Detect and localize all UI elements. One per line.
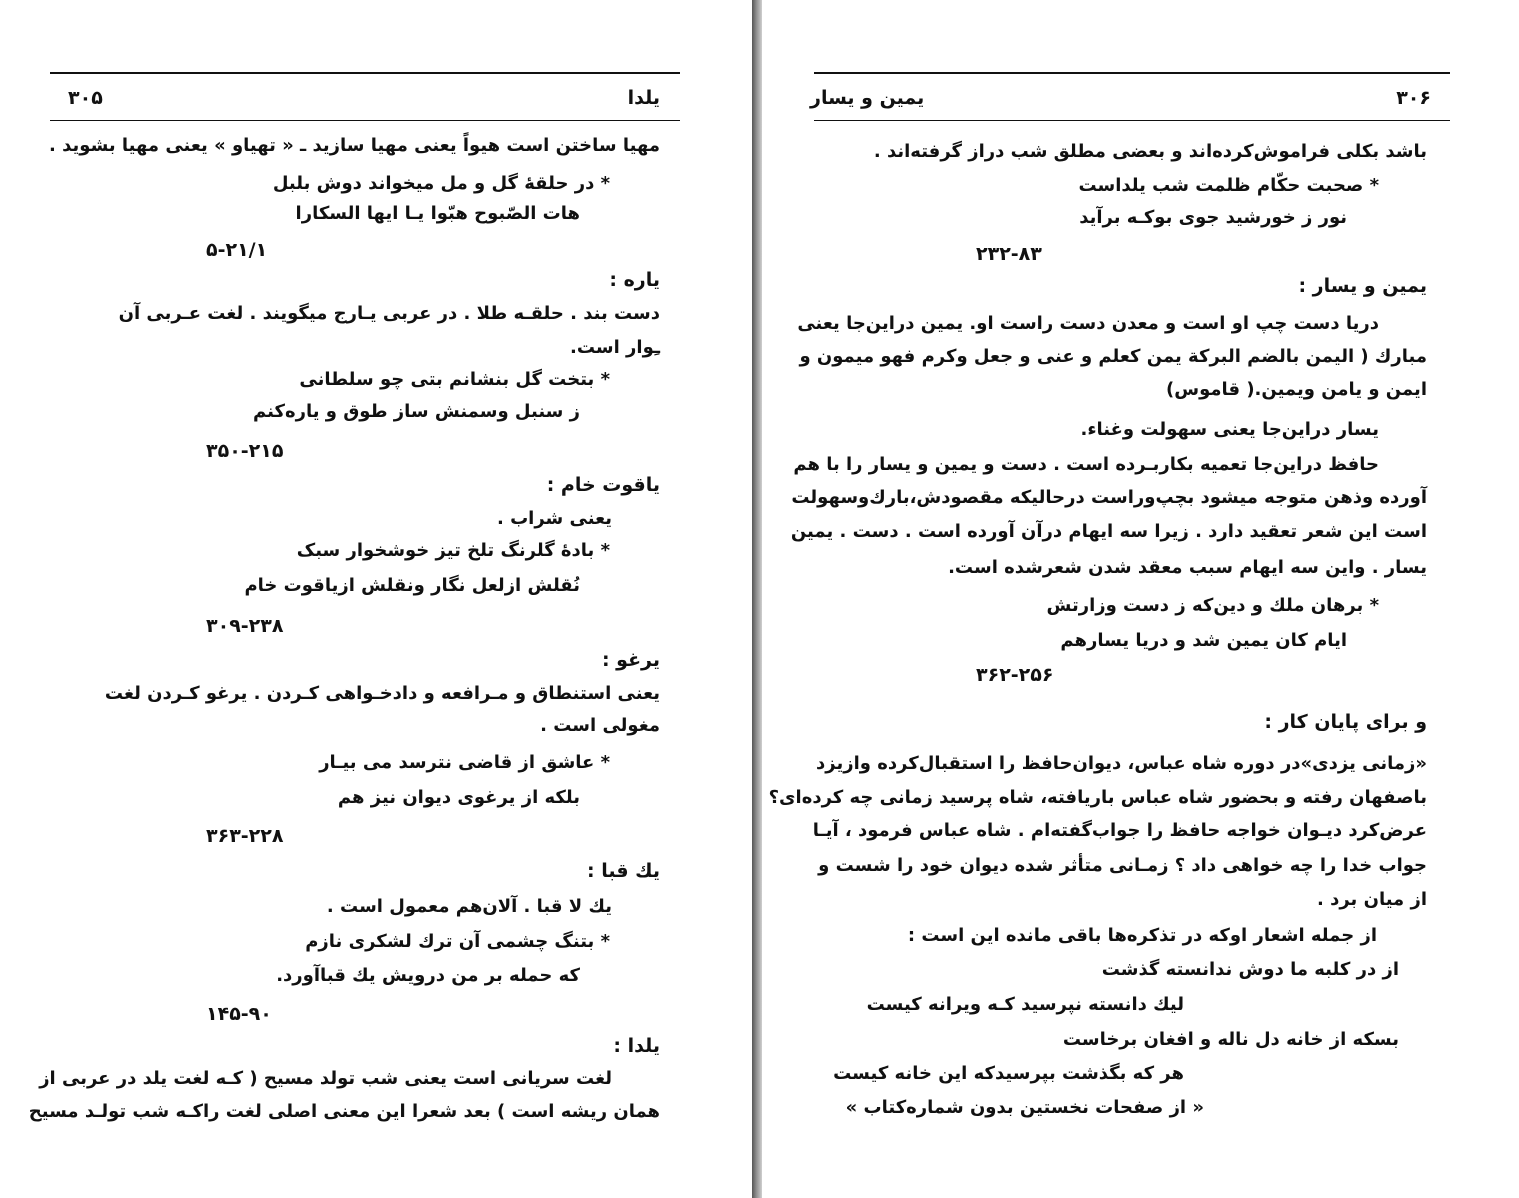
verse-line: * صحبت حکّام ظلمت شب یلداست: [1078, 175, 1379, 196]
header-rule: [50, 72, 680, 74]
text-line: یعنی استنطاق و مـرافعه و دادخـواهی کـردن . یرغو کـردن لغت: [104, 683, 660, 704]
text-line: یسار دراین‌جا یعنی سهولت وغناء.: [1080, 419, 1379, 440]
book-gutter: [752, 0, 762, 1198]
reference-number: ۱۴۵-۹۰: [206, 1003, 272, 1025]
reference-number: ۳۶۳-۲۲۸: [206, 825, 284, 847]
text-line: یعنی شراب .: [496, 508, 612, 529]
verse-line: * در حلقهٔ گل و مل میخواند دوش بلبل: [272, 173, 610, 194]
text-line: از جمله اشعار اوکه در تذکره‌ها باقی مانده این است :: [907, 925, 1377, 946]
verse-line: که حمله بر من درویش یك قباآورد.: [276, 965, 580, 986]
running-header: یمین و یسار: [810, 87, 925, 109]
text-line: باصفهان رفته و بحضور شاه عباس باریافته، شاه پرسید زمانی چه کرده‌ای؟: [768, 787, 1427, 808]
page-number: ۳۰۶: [1396, 87, 1431, 109]
poem-line: لیك دانسته نپرسید کـه ویرانه کیست: [866, 994, 1184, 1015]
entry-heading: یك قبا :: [587, 860, 660, 882]
verse-line: هات الصّبوح هبّوا یـا ایها السکارا: [295, 203, 580, 224]
reference-number: ۳۰۹-۲۳۸: [206, 615, 284, 637]
text-line: مغولی است .: [540, 715, 660, 736]
entry-heading: یرغو :: [601, 649, 660, 671]
verse-line: * بتنگ چشمی آن ترك لشکری نازم: [305, 931, 610, 952]
poem-line: هر که بگذشت بپرسیدکه این خانه کیست: [833, 1063, 1184, 1084]
text-line: ایمن و یامن ویمین.( قاموس): [1166, 379, 1427, 400]
text-line: آورده وذهن متوجه میشود بچپ‌وراست درحالیکه مقصودش،بارك‌وسهولت: [791, 487, 1427, 508]
verse-line: * بتخت گل بنشانم بتی چو سلطانی: [299, 369, 610, 390]
reference-number: ۵-۲۱/۱: [206, 239, 268, 261]
poem-line: از در کلبه ما دوش ندانسته گذشت: [1101, 959, 1399, 980]
reference-number: ۳۵۰-۲۱۵: [206, 440, 284, 462]
entry-heading: یمین و یسار :: [1298, 275, 1427, 297]
text-line: دریا دست چپ او است و معدن دست راست او. یمین دراین‌جا یعنی: [797, 313, 1379, 334]
text-line: از میان برد .: [1317, 889, 1427, 910]
text-line: همان ریشه است ) بعد شعرا این معنی اصلی لغت راکـه شب تولـد مسیح: [28, 1101, 660, 1122]
text-line: مبارك ( الیمن بالضم البرکة یمن کعلم و عنی و جعل وکرم فهو میمون و: [799, 346, 1427, 367]
verse-line: * بادهٔ گلرنگ تلخ تیز خوشخوار سبک: [296, 540, 610, 561]
text-line: است این شعر تعقید دارد . زیرا سه ایهام درآن آورده است . دست . یمین: [790, 521, 1427, 542]
entry-heading: یاره :: [609, 269, 660, 291]
reference-number: ۲۳۲-۸۳: [976, 243, 1042, 265]
text-line: لغت سریانی است یعنی شب تولد مسیح ( کـه لغت یلد در عربی از: [39, 1068, 612, 1089]
verse-line: نور ز خورشید جوی بوکـه برآید: [1079, 207, 1347, 228]
text-line: دست بند . حلقـه طلا . در عربی یـارج میگویند . لغت عـربی آن: [118, 303, 660, 324]
left-page: [0, 0, 752, 1198]
verse-line: ز سنبل وسمنش ساز طوق و یاره‌کنم: [253, 401, 580, 422]
text-line: حافظ دراین‌جا تعمیه بکاربـرده است . دست و یمین و یسار را با هم: [793, 454, 1379, 475]
text-line: یسار . واین سه ایهام سبب معقد شدن شعرشده است.: [948, 557, 1427, 578]
entry-heading: یاقوت خام :: [546, 474, 660, 496]
text-line: یك لا قبا . آلان‌هم معمول است .: [326, 896, 612, 917]
poem-line: بسکه از خانه دل ناله و افغان برخاست: [1062, 1029, 1399, 1050]
right-page: [762, 0, 1519, 1198]
verse-line: * عاشق از قاضی نترسد می بیـار: [319, 752, 610, 773]
verse-line: نُقلش ازلعل نگار ونقلش ازیاقوت خام: [244, 575, 580, 596]
reference-number: ۳۶۲-۲۵۶: [976, 664, 1054, 686]
verse-line: * برهان ملك و دین‌که ز دست وزارتش: [1046, 595, 1379, 616]
entry-heading: یلدا :: [613, 1035, 660, 1057]
text-line: مهیا ساختن است هیواً یعنی مهیا سازید ـ « تهیاو » یعنی مهیا بشوید .: [49, 135, 660, 156]
text-line: باشد بکلی فراموش‌کرده‌اند و بعضی مطلق شب دراز گرفته‌اند .: [873, 141, 1427, 162]
text-line: جواب خدا را چه خواهی داد ؟ زمـانی متأثر شده دیوان خود را شست و: [818, 855, 1427, 876]
text-line: «زمانی یزدی»در دوره شاه عباس، دیوان‌حافظ را استقبال‌کرده وازیزد: [816, 753, 1427, 774]
running-header: یلدا: [627, 87, 660, 109]
header-rule: [814, 72, 1450, 74]
text-line: عرض‌کرد دیـوان خواجه حافظ را جواب‌گفته‌ام . شاه عباس فرمود ، آیـا: [812, 820, 1427, 841]
verse-line: بلکه از یرغوی دیوان نیز هم: [337, 787, 580, 808]
header-underline: [814, 120, 1450, 121]
section-heading: و برای پایان کار :: [1264, 711, 1427, 733]
verse-line: ایام کان یمین شد و دریا یسارهم: [1060, 630, 1347, 651]
text-line: ـِوار است.: [570, 337, 660, 358]
header-underline: [50, 120, 680, 121]
page-number: ۳۰۵: [68, 87, 103, 109]
closing-note: « از صفحات نخستین بدون شماره‌کتاب »: [845, 1097, 1204, 1118]
